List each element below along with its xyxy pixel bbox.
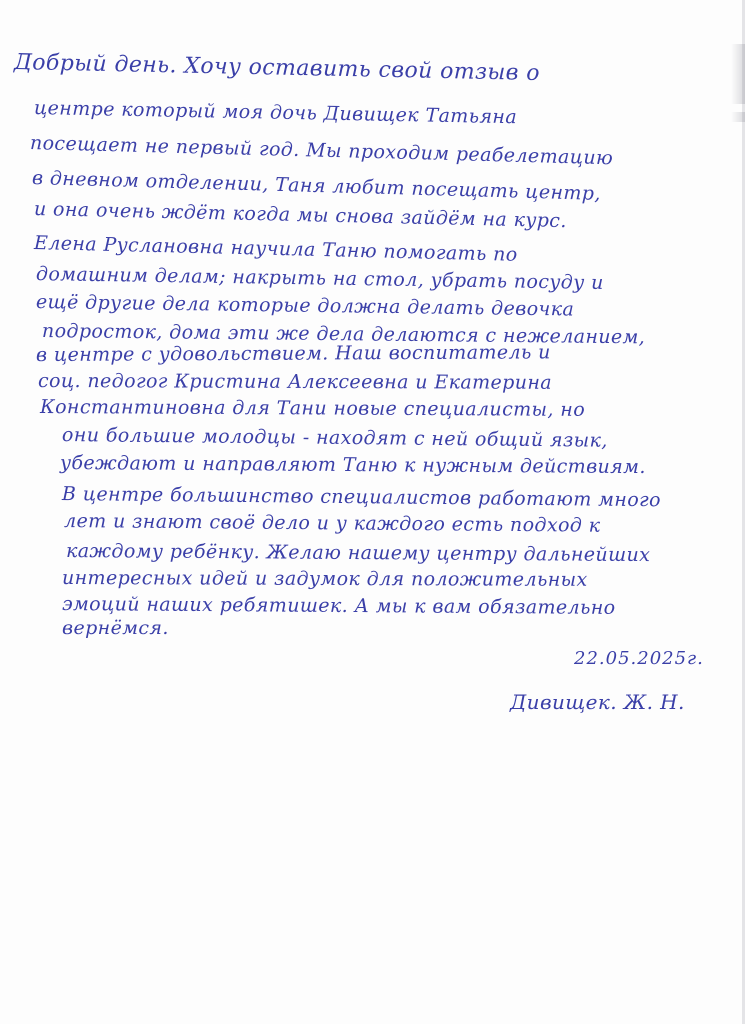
letter-line: домашним делам; накрыть на стол, убрать посуду и bbox=[35, 263, 604, 294]
letter-line: в дневном отделении, Таня любит посещать центр, bbox=[31, 167, 602, 205]
letter-line: соц. педогог Кристина Алексеевна и Екатерина bbox=[37, 370, 553, 394]
letter-line: ещё другие дела которые должна делать девочка bbox=[35, 291, 575, 321]
letter-line: они большие молодцы - находят с ней общий язык, bbox=[61, 424, 608, 452]
letter-line: эмоций наших ребятишек. А мы к вам обязательно bbox=[61, 593, 616, 619]
letter-line: каждому ребёнку. Желаю нашему центру дальнейших bbox=[65, 540, 651, 567]
letter-line: Константиновна для Тани новые специалисты, но bbox=[39, 396, 586, 421]
letter-line: лет и знают своё дело и у каждого есть подход к bbox=[63, 510, 601, 537]
letter-line: центре который моя дочь Дивищек Татьяна bbox=[33, 97, 518, 129]
letter-line: в центре с удовольствием. Наш воспитатель и bbox=[35, 341, 551, 366]
scan-edge-mark bbox=[731, 112, 745, 122]
letter-line: посещает не первый год. Мы проходим реабелетацию bbox=[29, 132, 614, 170]
letter-line: интересных идей и задумок для положительных bbox=[61, 567, 588, 591]
letter-line: Добрый день. Хочу оставить свой отзыв о bbox=[13, 50, 541, 87]
letter-line: подросток, дома эти же дела делаются с нежеланием, bbox=[41, 320, 646, 349]
letter-date: 22.05.2025г. bbox=[574, 648, 704, 669]
letter-line: убеждают и направляют Таню к нужным действиям. bbox=[59, 452, 646, 479]
letter-line: В центре большинство специалистов работают много bbox=[61, 483, 662, 512]
letter-signature: Дивищек. Ж. Н. bbox=[510, 690, 685, 714]
letter-line: вернёмся. bbox=[62, 617, 169, 639]
letter-line: Елена Руслановна научила Таню помогать по bbox=[33, 232, 518, 266]
letter-line: и она очень ждёт когда мы снова зайдём на курс. bbox=[33, 198, 568, 233]
scan-edge-mark bbox=[731, 44, 745, 104]
